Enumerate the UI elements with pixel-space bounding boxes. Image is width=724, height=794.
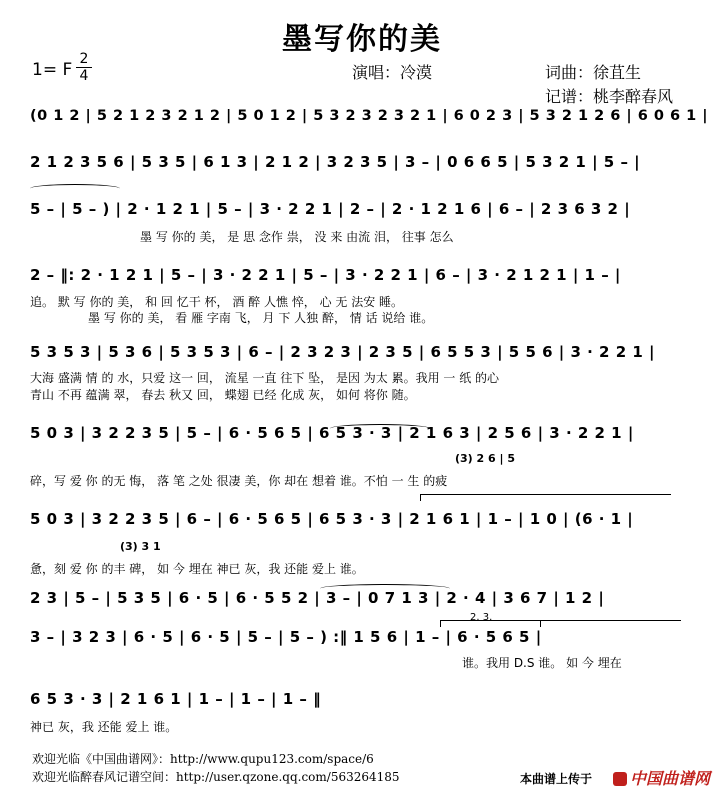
lyric-line-3: 墨 写 你的 美， 是 思 念作 祟， 没 来 由流 泪， 往事 怎么	[140, 230, 454, 244]
time-signature-top: 2	[79, 51, 89, 67]
performer: 演唱：冷漠	[352, 63, 433, 82]
lyric-line-6: 碎，写 爱 你 的无 悔， 落 笔 之处 很凄 美，你 却在 想着 谁。不怕 一 生 的疲	[30, 474, 448, 488]
volta-bracket-1	[420, 494, 671, 501]
score-line-9: 3 – | 3 2 3 | 6 · 5 | 6 · 5 | 5 – | 5 – ) :‖ 1 5 6 | 1 – | 6 · 5 6 5 |	[30, 628, 542, 646]
lyric-line-4b: 墨 写 你的 美， 看 雁 字南 飞， 月 下 人独 醉， 情 话 说给 谁。	[88, 311, 434, 325]
lyric-line-7: 惫，刻 爱 你 的丰 碑， 如 今 埋在 神已 灰，我 还能 爱上 谁。	[30, 562, 364, 576]
score-line-6: 5 0 3 | 3 2 2 3 5 | 5 – | 6 · 5 6 5 | 6 5 3 · 3 | 2 1 6 3 | 2 5 6 | 3 · 2 2 1 |	[30, 424, 634, 442]
score-line-10: 6 5 3 · 3 | 2 1 6 1 | 1 – | 1 – | 1 – ‖	[30, 690, 322, 708]
score-line-2: 2 1 2 3 5 6 | 5 3 5 | 6 1 3 | 2 1 2 | 3 2 3 5 | 3 – | 0 6 6 5 | 5 3 2 1 | 5 – |	[30, 153, 641, 171]
lyricist-composer: 词曲：徐苴生	[545, 63, 642, 82]
time-signature-bottom: 4	[79, 68, 89, 84]
song-title: 墨写你的美	[282, 22, 442, 57]
time-signature	[76, 52, 92, 83]
triplet-note-6: (3) 2 6 | 5	[455, 452, 516, 465]
footer-link-2[interactable]: 欢迎光临醉春风记谱空间：http://user.qzone.qq.com/563264185	[32, 770, 400, 784]
transcriber: 记谱：桃李醉春风	[545, 87, 674, 106]
slur-arc	[320, 584, 450, 593]
logo-mark-icon	[613, 772, 627, 786]
lyric-line-5b: 青山 不再 蕴满 翠， 春去 秋又 回， 蝶翅 已经 化成 灰， 如何 将你 随。	[30, 388, 416, 402]
lyric-line-5a: 大海 盛满 情 的 水，只爱 这一 回， 流星 一直 往下 坠， 是因 为太 累。我用 一 纸 的心	[30, 371, 500, 385]
score-line-4: 2 – ‖: 2 · 1 2 1 | 5 – | 3 · 2 2 1 | 5 – | 3 · 2 2 1 | 6 – | 3 · 2 1 2 1 | 1 – |	[30, 266, 621, 284]
score-line-3: 5 – | 5 – ) | 2 · 1 2 1 | 5 – | 3 · 2 2 1 | 2 – | 2 · 1 2 1 6 | 6 – | 2 3 6 3 2 |	[30, 200, 631, 218]
slur-arc	[330, 424, 430, 433]
uploaded-label: 本曲谱上传于	[520, 772, 593, 786]
slur-arc	[30, 184, 120, 193]
score-line-1: (0 1 2 | 5 2 1 2 3 2 1 2 | 5 0 1 2 | 5 3 2 3 2 3 2 1 | 6 0 2 3 | 5 3 2 1 2 6 | 6 0 6 1 |	[30, 108, 709, 124]
triplet-note-7: (3) 3 1	[120, 540, 161, 553]
footer-link-1[interactable]: 欢迎光临《中国曲谱网》：http://www.qupu123.com/space/6	[32, 752, 374, 766]
volta-bracket-3	[540, 620, 681, 627]
logo-text: 中国曲谱网	[630, 769, 711, 788]
lyric-line-4a: 追。 默 写 你的 美， 和 回 忆干 杯， 酒 醉 人憔 悴， 心 无 法安 睡。	[30, 295, 404, 309]
lyric-line-10: 神已 灰，我 还能 爱上 谁。	[30, 720, 178, 734]
score-line-5: 5 3 5 3 | 5 3 6 | 5 3 5 3 | 6 – | 2 3 2 3 | 2 3 5 | 6 5 5 3 | 5 5 6 | 3 · 2 2 1 |	[30, 343, 656, 361]
volta-markers: 2. 3.	[470, 612, 493, 623]
lyric-line-9: 谁。我用 D.S 谁。 如 今 埋在	[462, 656, 622, 670]
key-signature: 1= F	[32, 60, 73, 80]
site-logo[interactable]	[613, 766, 710, 789]
volta-bracket-2	[440, 620, 541, 627]
score-line-7: 5 0 3 | 3 2 2 3 5 | 6 – | 6 · 5 6 5 | 6 5 3 · 3 | 2 1 6 1 | 1 – | 1 0 | (6 · 1 |	[30, 510, 634, 528]
score-line-8: 2 3 | 5 – | 5 3 5 | 6 · 5 | 6 · 5 5 2 | 3 – | 0 7 1 3 | 2 · 4 | 3 6 7 | 1 2 |	[30, 589, 605, 607]
